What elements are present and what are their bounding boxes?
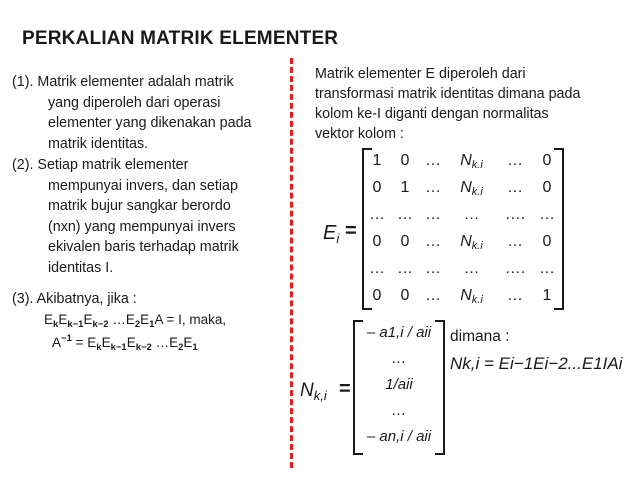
matrix-cell: … bbox=[397, 206, 413, 223]
vector-entry: 1/aii bbox=[385, 376, 413, 393]
matrix-cell: 0 bbox=[400, 287, 410, 304]
intro-line: vektor kolom : bbox=[315, 126, 404, 142]
matrix-cell: 0 bbox=[372, 287, 382, 304]
point-2-line: identitas I. bbox=[48, 259, 114, 276]
matrix-cell: 0 bbox=[542, 233, 552, 250]
nk-letter: N bbox=[460, 152, 472, 169]
matrix-cell: … bbox=[369, 260, 385, 277]
inverse-superscript: −1 bbox=[61, 333, 72, 344]
matrix-cell: 0 bbox=[542, 179, 552, 196]
point-2-line: matrik bujur sangkar berordo bbox=[48, 198, 231, 214]
matrix-row bbox=[362, 283, 564, 310]
matrix-cell-nk bbox=[444, 152, 499, 171]
matrix-cell: … bbox=[425, 260, 441, 277]
matrix-cell: … bbox=[425, 152, 441, 169]
point-3-first-line: (3). Akibatnya, jika : bbox=[12, 291, 137, 307]
dimana-label: dimana : bbox=[450, 328, 510, 345]
matrix-cell-nk bbox=[444, 287, 499, 306]
matrix-cell-nk bbox=[444, 179, 499, 198]
nk-letter: N bbox=[460, 179, 472, 196]
intro-line: transformasi matrik identitas dimana pada bbox=[315, 86, 581, 102]
nk-letter: N bbox=[300, 380, 314, 401]
nk-subscript: k.i bbox=[471, 240, 483, 252]
matrix-row bbox=[362, 175, 564, 202]
point-3 bbox=[12, 289, 287, 310]
nk-subscript: k,i bbox=[313, 388, 327, 403]
ei-matrix bbox=[362, 148, 564, 310]
elementary-product-equation: $E_kE_{k-1}E_{k-2}$ $\dots E_2E_1A = I$, maka, bbox=[44, 312, 227, 330]
matrix-cell: … bbox=[507, 152, 523, 169]
point-2-line: mempunyai invers, dan setiap bbox=[48, 177, 238, 194]
matrix-cell: … bbox=[463, 260, 480, 277]
matrix-cell: …. bbox=[504, 206, 526, 223]
point-2-line: (nxn) yang mempunyai invers bbox=[48, 218, 236, 235]
matrix-row bbox=[362, 229, 564, 256]
matrix-cell: 0 bbox=[400, 233, 410, 250]
nk-label bbox=[300, 380, 327, 403]
ei-equals: = bbox=[345, 220, 357, 242]
point-1-line: yang diperoleh dari operasi bbox=[48, 94, 221, 111]
point-2 bbox=[12, 155, 287, 278]
matrix-cell: 0 bbox=[400, 152, 410, 169]
inverse-equals: = bbox=[71, 335, 88, 350]
matrix-row bbox=[362, 202, 564, 229]
matrix-cell: 1 bbox=[400, 179, 410, 196]
matrix-cell: 1 bbox=[372, 152, 382, 169]
matrix-cell: … bbox=[463, 206, 480, 223]
vector-entry: – an,i / aii bbox=[366, 428, 432, 445]
nk-subscript: k.i bbox=[471, 159, 483, 171]
matrix-cell: … bbox=[507, 179, 523, 196]
right-intro bbox=[315, 64, 635, 144]
matrix-cell: …. bbox=[504, 260, 526, 277]
matrix-cell: 0 bbox=[372, 233, 382, 250]
point-1-line: matrik identitas. bbox=[48, 135, 149, 152]
nk-subscript: k.i bbox=[471, 294, 483, 306]
ei-subscript: i bbox=[336, 231, 340, 246]
matrix-cell: 1 bbox=[542, 287, 552, 304]
inverse-equation: $A^{-1} = E_kE_{k-1}E_{k-2}$ $\dots E_2E_1$ bbox=[52, 333, 198, 353]
point-2-line: ekivalen baris terhadap matrik bbox=[48, 239, 239, 255]
matrix-cell: … bbox=[425, 287, 441, 304]
matrix-cell: 0 bbox=[372, 179, 382, 196]
matrix-cell: … bbox=[507, 287, 523, 304]
intro-line: Matrik elementer E diperoleh dari bbox=[315, 66, 526, 82]
matrix-cell: … bbox=[507, 233, 523, 250]
page-title: PERKALIAN MATRIK ELEMENTER bbox=[22, 28, 339, 49]
ei-letter: E bbox=[323, 222, 337, 244]
matrix-cell: … bbox=[539, 206, 555, 223]
matrix-cell: … bbox=[397, 260, 413, 277]
matrix-cell: 0 bbox=[542, 152, 552, 169]
nk-equals: = bbox=[339, 378, 351, 400]
point-2-first-line: (2). Setiap matrik elementer bbox=[12, 157, 189, 173]
inverse-lhs: A bbox=[52, 335, 62, 350]
nk-vector bbox=[353, 320, 445, 455]
matrix-cell: … bbox=[539, 260, 555, 277]
matrix-cell: … bbox=[425, 233, 441, 250]
matrix-cell: … bbox=[369, 206, 385, 223]
ei-label bbox=[323, 222, 339, 246]
nk-subscript: k.i bbox=[471, 186, 483, 198]
dashed-divider bbox=[290, 58, 293, 468]
nk-definition: Nk,i = Ei−1Ei−2...E1IAi bbox=[450, 354, 623, 373]
point-1-first-line: (1). Matrik elementer adalah matrik bbox=[12, 74, 234, 90]
matrix-cell: … bbox=[425, 206, 441, 223]
matrix-row bbox=[362, 256, 564, 283]
vector-entry: – a1,i / aii bbox=[366, 324, 432, 341]
intro-line: kolom ke-I diganti dengan normalitas bbox=[315, 106, 549, 122]
point-1-line: elementer yang dikenakan pada bbox=[48, 115, 252, 131]
nk-letter: N bbox=[460, 287, 472, 304]
vector-entry: … bbox=[391, 350, 407, 367]
equation-tail: A = I, maka, bbox=[154, 312, 227, 327]
point-1 bbox=[12, 72, 287, 154]
matrix-cell: … bbox=[425, 179, 441, 196]
nk-letter: N bbox=[460, 233, 472, 250]
matrix-row bbox=[362, 148, 564, 175]
vector-entry: … bbox=[391, 402, 407, 419]
matrix-cell-nk bbox=[444, 233, 499, 252]
